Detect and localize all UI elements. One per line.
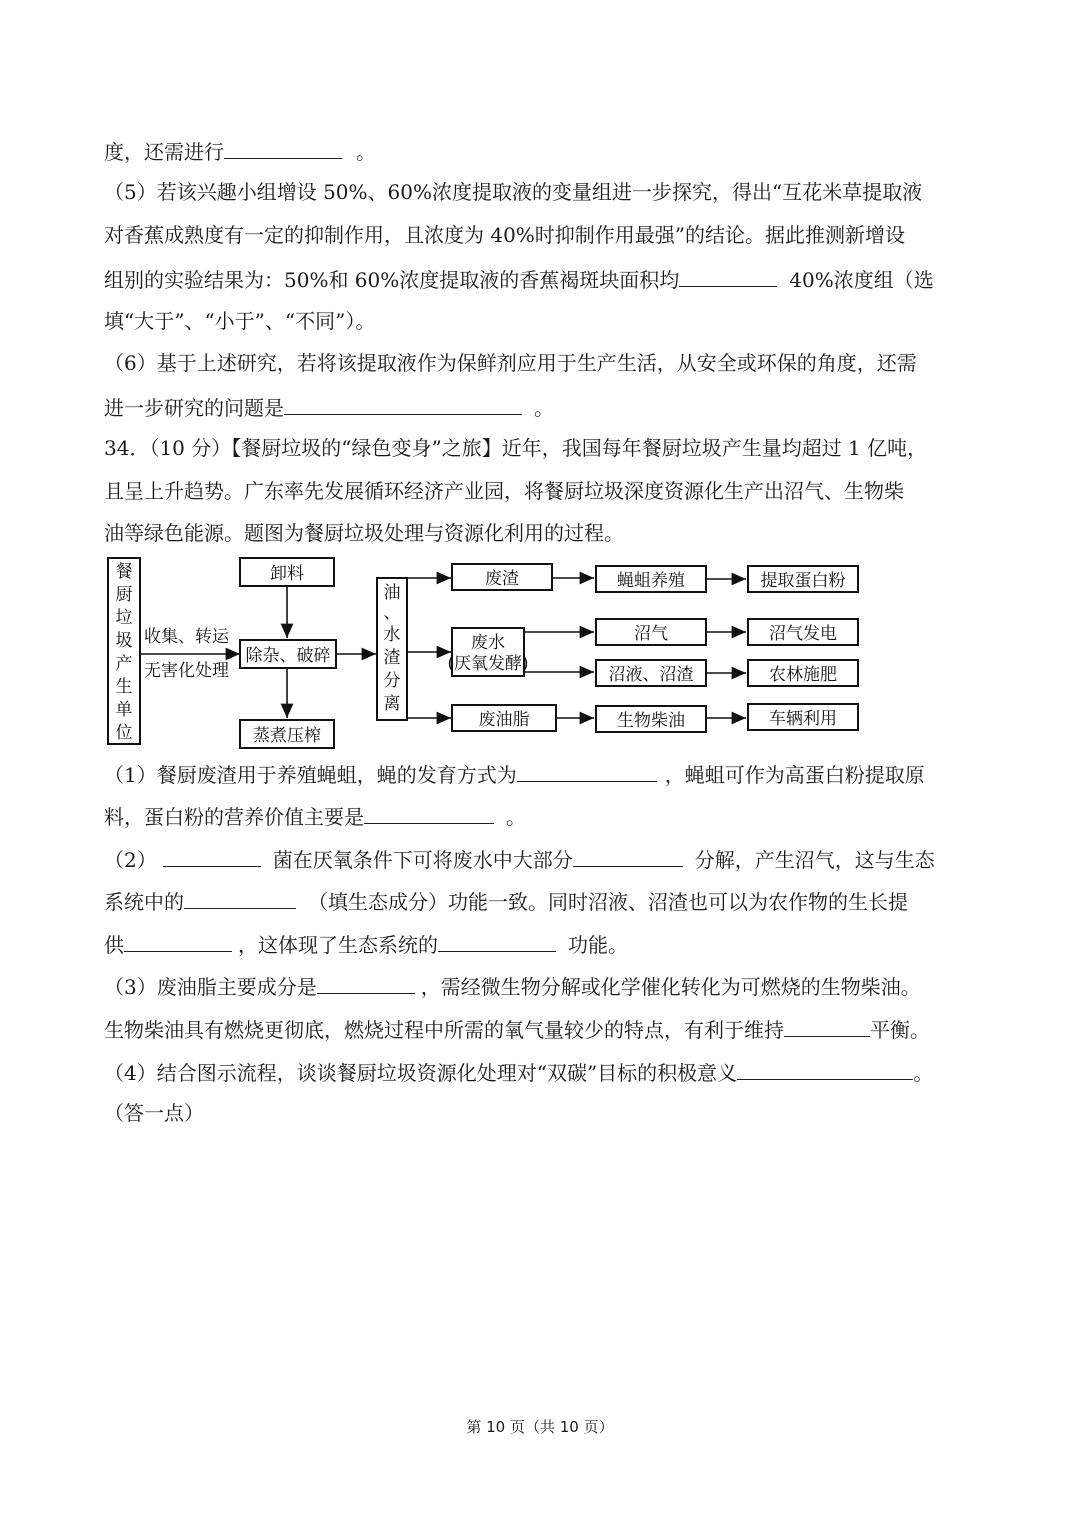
answer-blank[interactable]: [284, 392, 522, 415]
svg-text:单: 单: [115, 700, 133, 720]
q3-line-1: （3）废油脂主要成分是 ，需经微生物分解或化学催化转化为可燃烧的生物柴油。: [104, 971, 921, 1001]
answer-blank[interactable]: [517, 759, 657, 782]
answer-blank[interactable]: [364, 801, 494, 824]
page-number: 第 10 页（共 10 页）: [466, 1418, 614, 1436]
answer-blank[interactable]: [184, 886, 296, 909]
anaerobic-label: (厌氧发酵): [447, 654, 529, 674]
unload-label: 卸料: [270, 564, 304, 584]
q4-line-2: （答一点）: [104, 1101, 204, 1125]
svg-text:、: 、: [383, 603, 401, 623]
q3-line-2: 生物柴油具有燃烧更彻底，燃烧过程中所需的氧气量较少的特点，有利于维持 平衡。: [104, 1014, 930, 1044]
question-34-title: 34．（10 分）【餐厨垃圾的“绿色变身”之旅】近年，我国每年餐厨垃圾产生量均超过 1 亿吨，: [104, 436, 928, 460]
svg-text:位: 位: [115, 723, 133, 743]
answer-blank[interactable]: [784, 1014, 870, 1037]
answer-blank[interactable]: [573, 844, 683, 867]
q1-line-1: （1）餐厨废渣用于养殖蝇蛆，蝇的发育方式为 ，蝇蛆可作为高蛋白粉提取原: [104, 759, 925, 789]
separate-label: [384, 583, 401, 714]
biogas-label: 沼气: [634, 624, 668, 644]
answer-blank[interactable]: [163, 844, 261, 867]
q1-line-2: 料，蛋白粉的营养价值主要是 。: [104, 801, 526, 831]
svg-text:渣: 渣: [383, 648, 401, 668]
food-waste-flow-diagram: [104, 552, 874, 752]
oil-label: 废油脂: [478, 710, 530, 730]
wastewater-label: 废水: [471, 633, 505, 653]
vehicle-label: 车辆利用: [769, 709, 837, 729]
text-line: 填“大于”、“小于”、“不同”）。: [104, 309, 376, 333]
power-label: 沼气发电: [769, 624, 837, 644]
fertilize-label: 农林施肥: [769, 665, 837, 685]
svg-text:圾: 圾: [115, 631, 133, 651]
diesel-label: 生物柴油: [617, 711, 685, 731]
slurry-label: 沼液、沼渣: [608, 665, 694, 685]
crush-label: 除杂、破碎: [245, 646, 331, 666]
svg-text:分: 分: [383, 671, 401, 691]
cook-label: 蒸煮压榨: [253, 726, 321, 746]
text-line: （5）若该兴趣小组增设 50%、60%浓度提取液的变量组进一步探究，得出“互花米草提取液: [104, 180, 923, 204]
protein-label: 提取蛋白粉: [760, 571, 846, 591]
svg-text:垃: 垃: [115, 608, 133, 628]
svg-text:离: 离: [383, 694, 401, 714]
text-line: （6）基于上述研究，若将该提取液作为保鲜剂应用于生产生活，从安全或环保的角度，还需: [104, 351, 917, 375]
collect-label: 收集、转运: [144, 627, 229, 647]
svg-text:生: 生: [115, 677, 133, 697]
text-line: 组别的实验结果为：50%和 60%浓度提取液的香蕉褐斑块面积均 40%浓度组（选: [104, 264, 934, 294]
svg-text:厨: 厨: [115, 585, 133, 605]
answer-blank[interactable]: [438, 929, 556, 952]
maggot-label: 蝇蛆养殖: [617, 571, 685, 591]
svg-text:产: 产: [115, 654, 133, 674]
text-line: 对香蕉成熟度有一定的抑制作用，且浓度为 40%时抑制作用最强”的结论。据此推测新增设: [104, 223, 906, 247]
answer-blank[interactable]: [224, 136, 342, 159]
svg-text:油: 油: [383, 583, 401, 603]
text-line: 且呈上升趋势。广东率先发展循环经济产业园，将餐厨垃圾深度资源化生产出沼气、生物柴: [104, 479, 904, 503]
residue-label: 废渣: [485, 569, 519, 589]
q2-line-2: 系统中的 （填生态成分）功能一致。同时沼液、沼渣也可以为农作物的生长提: [104, 886, 908, 916]
svg-text:水: 水: [383, 625, 401, 645]
harmless-label: 无害化处理: [144, 661, 229, 681]
text-line: 油等绿色能源。题图为餐厨垃圾处理与资源化利用的过程。: [104, 521, 624, 545]
q2-line-3: 供 ，这体现了生态系统的 功能。: [104, 929, 628, 959]
text-line: 度，还需进行 。: [104, 136, 376, 166]
answer-blank[interactable]: [317, 971, 415, 994]
answer-blank[interactable]: [679, 264, 777, 287]
answer-blank[interactable]: [737, 1057, 913, 1080]
text-line: 进一步研究的问题是 。: [104, 392, 554, 422]
q2-line-1: （2） 菌在厌氧条件下可将废水中大部分 分解，产生沼气，这与生态: [104, 844, 935, 874]
svg-text:餐: 餐: [115, 562, 133, 582]
answer-blank[interactable]: [124, 929, 232, 952]
q4-line-1: （4）结合图示流程，谈谈餐厨垃圾资源化处理对“双碳”目标的积极意义 。: [104, 1057, 933, 1087]
